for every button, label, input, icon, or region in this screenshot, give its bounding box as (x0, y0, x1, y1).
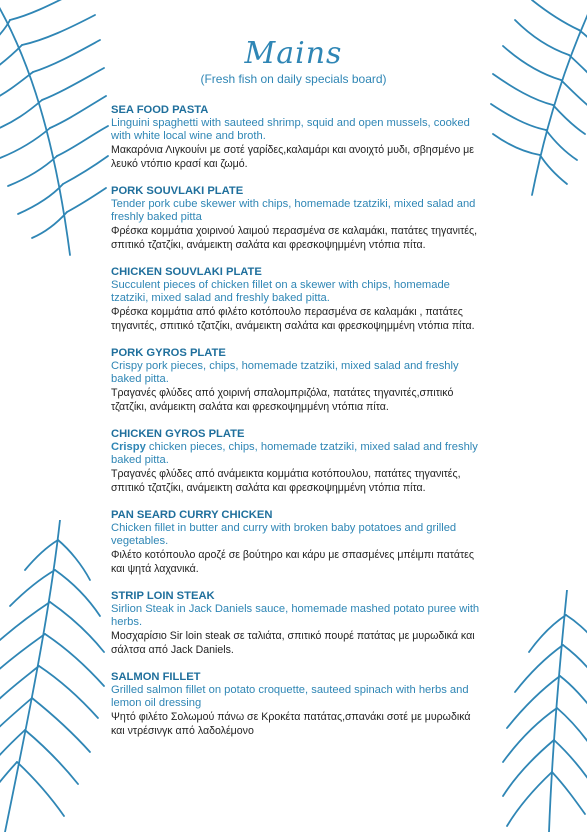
menu-item (111, 590, 481, 657)
item-description-gr: Φρέσκα κομμάτια χοιρινού λαιμού περασμένα σε καλαμάκι, πατάτες τηγανιτές, σπιτικό τζατζίκι, ανάμεικτη σαλάτα και φρεσκοψημμένη ντόπια πίτα. (111, 225, 478, 251)
item-description-en: Chicken fillet in butter and curry with broken baby potatoes and grilled vegetables. (111, 522, 457, 547)
menu-list (111, 104, 481, 752)
palm-leaf-bottom-right-icon (487, 590, 587, 832)
menu-item (111, 266, 481, 333)
item-name: PORK SOUVLAKI PLATE (111, 185, 244, 197)
item-description-gr: Τραγανές φλύδες από ανάμεικτα κομμάτια κοτόπουλου, πατάτες τηγανιτές, σπιτικό τζατζίκι, ανάμεικτη σαλάτα και φρεσκοψημμένη ντόπια πίτα. (111, 468, 461, 494)
item-description-en: Crispy pork pieces, chips, homemade tzatziki, mixed salad and freshly baked pitta. (111, 360, 459, 385)
palm-leaf-bottom-left-icon (0, 520, 120, 832)
page-subtitle: (Fresh fish on daily specials board) (200, 72, 387, 86)
item-name: SALMON FILLET (111, 671, 201, 683)
item-description-en: Grilled salmon fillet on potato croquette, sauteed spinach with herbs and lemon oil dressing (111, 684, 469, 709)
item-description-en: Succulent pieces of chicken fillet on a skewer with chips, homemade tzatziki, mixed salad and freshly baked pitta. (111, 279, 450, 304)
menu-item (111, 671, 481, 738)
item-description-gr: Φρέσκα κομμάτια από φιλέτο κοτόπουλο περασμένα σε καλαμάκι , πατάτες τηγανιτές, σπιτικό τζατζίκι, ανάμεικτη σαλάτα και φρεσκοψημμένη ντόπια πίτα. (111, 306, 475, 332)
menu-item (111, 104, 481, 171)
item-description-en: Tender pork cube skewer with chips, homemade tzatziki, mixed salad and freshly baked pitta (111, 198, 476, 223)
item-name: STRIP LOIN STEAK (111, 590, 215, 602)
item-description-en: Linguini spaghetti with sauteed shrimp, squid and open mussels, cooked with white local wine and broth. (111, 117, 470, 142)
menu-item (111, 509, 481, 576)
item-name: CHICKEN SOUVLAKI PLATE (111, 266, 262, 278)
item-name: PAN SEARD CURRY CHICKEN (111, 509, 273, 521)
page-title: Mains (244, 36, 343, 71)
menu-item (111, 347, 481, 414)
palm-leaf-top-right-icon (487, 0, 587, 200)
item-name: SEA FOOD PASTA (111, 104, 209, 116)
item-description-gr: Μοσχαρίσιο Sir loin steak σε ταλιάτα, σπιτικό πουρέ πατάτας με μυρωδικά και σάλτσα από Jack Daniels. (111, 630, 475, 656)
item-name: PORK GYROS PLATE (111, 347, 226, 359)
menu-item (111, 185, 481, 252)
item-description-gr: Ψητό φιλέτο Σολωμού πάνω σε Κροκέτα πατάτας,σπανάκι σοτέ με μυρωδικά και ντρέσινγκ από λαδολέμονο (111, 711, 471, 737)
item-description-gr: Τραγανές φλύδες από χοιρινή σπαλομπριζόλα, πατάτες τηγανιτές,σπιτικό τζατζίκι, ανάμεικτη σαλάτα και φρεσκοψημμένη ντόπια πίτα. (111, 387, 454, 413)
menu-item (111, 428, 481, 495)
item-description-en (111, 441, 481, 467)
item-description-en-rest: chicken pieces, chips, homemade tzatziki, mixed salad and freshly baked pitta. (111, 441, 478, 466)
item-description-gr: Μακαρόνια Λιγκουίνι με σοτέ γαρίδες,καλαμάρι και ανοιχτό μυδι, σβησμένο με λευκό ντόπιο κρασί και ζωμό. (111, 144, 475, 170)
item-name: CHICKEN GYROS PLATE (111, 428, 245, 440)
item-description-en: Sirlion Steak in Jack Daniels sauce, homemade mashed potato puree with herbs. (111, 603, 480, 628)
item-description-en-bold: Crispy (111, 441, 146, 453)
item-description-gr: Φιλέτο κοτόπουλο αροζέ σε βούτηρο και κάρυ με σπασμένες μπέιμπι πατάτες και ψητά λαχανικά. (111, 549, 474, 575)
